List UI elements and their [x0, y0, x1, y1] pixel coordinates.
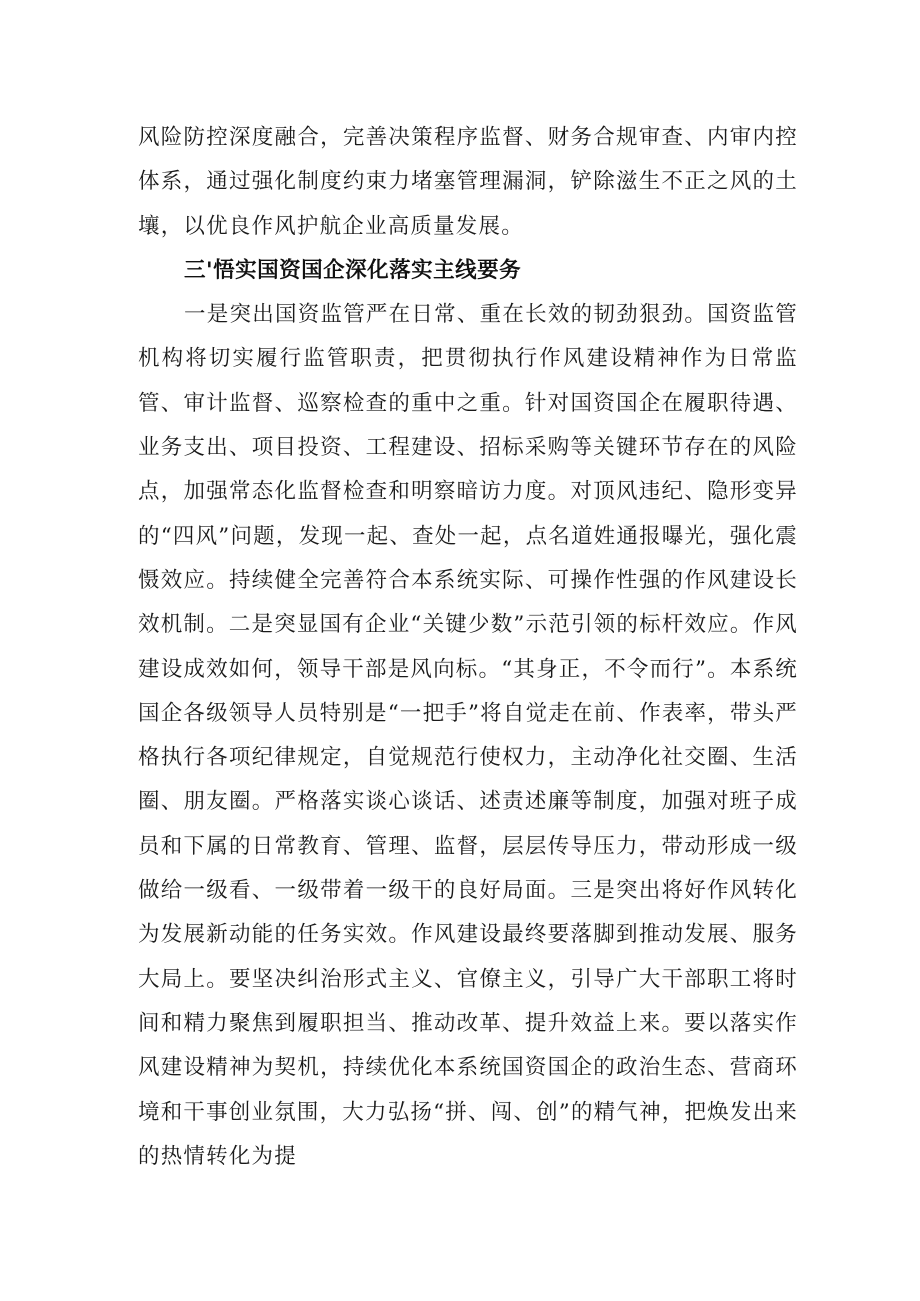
section-heading: 三'悟实国资国企深化落实主线要务: [184, 257, 522, 283]
paragraph-continuation: 风险防控深度融合，完善决策程序监督、财务合规审查、内审内控体系，通过强化制度约束力堵塞管理漏洞，铲除滋生不正之风的土壤，以优良作风护航企业高质量发展。: [138, 125, 798, 239]
document-body: [138, 116, 798, 1179]
paragraph-main: 一是突出国资监管严在日常、重在长效的韧劲狠劲。国资监管机构将切实履行监管职责，把贯彻执行作风建设精神作为日常监管、审计监督、巡察检查的重中之重。针对国资国企在履职待遇、业务支出、项目投资、工程建设、招标采购等关键环节存在的风险点，加强常态化监督检查和明察暗访力度。对顶风违纪、隐形变异的“四风”问题，发现一起、查处一起，点名道姓通报曝光，强化震慑效应。持续健全完善符合本系统实际、可操作性强的作风建设长效机制。二是突显国有企业“关键少数”示范引领的标杆效应。作风建设成效如何，领导干部是风向标。“其身正，不令而行”。本系统国企各级领导人员特别是“一把手”将自觉走在前、作表率，带头严格执行各项纪律规定，自觉规范行使权力，主动净化社交圈、生活圈、朋友圈。严格落实谈心谈话、述责述廉等制度，加强对班子成员和下属的日常教育、管理、监督，层层传导压力，带动形成一级做给一级看、一级带着一级干的良好局面。三是突出将好作风转化为发展新动能的任务实效。作风建设最终要落脚到推动发展、服务大局上。要坚决纠治形式主义、官僚主义，引导广大干部职工将时间和精力聚焦到履职担当、推动改革、提升效益上来。要以落实作风建设精神为契机，持续优化本系统国资国企的政治生态、营商环境和干事创业氛围，大力弘扬“拼、闯、创”的精气神，把焕发出来的热情转化为提: [138, 302, 798, 1169]
